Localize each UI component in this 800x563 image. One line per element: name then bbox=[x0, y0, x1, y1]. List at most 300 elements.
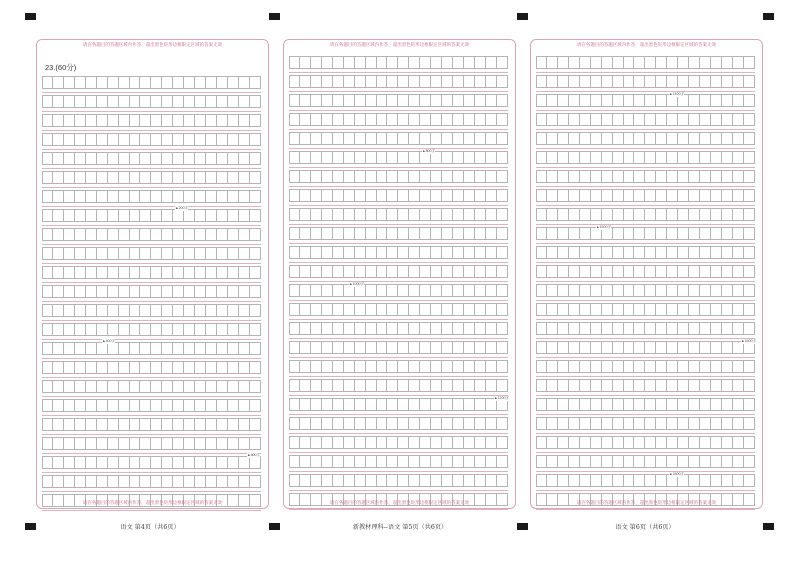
grid-cell[interactable] bbox=[344, 341, 355, 354]
grid-cell[interactable] bbox=[420, 132, 431, 145]
grid-cell[interactable] bbox=[75, 209, 86, 222]
grid-cell[interactable] bbox=[300, 132, 311, 145]
grid-cell[interactable] bbox=[217, 475, 228, 488]
grid-row[interactable] bbox=[536, 170, 755, 183]
grid-cell[interactable] bbox=[53, 95, 64, 108]
grid-cell[interactable] bbox=[722, 417, 733, 430]
grid-cell[interactable] bbox=[580, 170, 591, 183]
grid-cell[interactable] bbox=[700, 398, 711, 411]
grid-cell[interactable] bbox=[75, 475, 86, 488]
grid-cell[interactable] bbox=[333, 132, 344, 145]
grid-cell[interactable] bbox=[634, 151, 645, 164]
grid-cell[interactable] bbox=[162, 133, 173, 146]
grid-cell[interactable] bbox=[333, 455, 344, 468]
grid-cell[interactable] bbox=[733, 151, 744, 164]
grid-cell[interactable] bbox=[53, 437, 64, 450]
grid-cell[interactable] bbox=[377, 436, 388, 449]
grid-cell[interactable] bbox=[733, 265, 744, 278]
grid-cell[interactable] bbox=[311, 75, 322, 88]
grid-row[interactable] bbox=[536, 474, 755, 487]
grid-cell[interactable] bbox=[311, 474, 322, 487]
grid-cell[interactable] bbox=[217, 247, 228, 260]
grid-cell[interactable] bbox=[377, 227, 388, 240]
grid-row[interactable] bbox=[289, 94, 508, 107]
grid-cell[interactable] bbox=[333, 246, 344, 259]
grid-cell[interactable] bbox=[744, 170, 755, 183]
grid-cell[interactable] bbox=[645, 398, 656, 411]
grid-cell[interactable] bbox=[173, 399, 184, 412]
grid-cell[interactable] bbox=[184, 323, 195, 336]
grid-cell[interactable] bbox=[613, 379, 624, 392]
grid-cell[interactable] bbox=[744, 303, 755, 316]
grid-row[interactable] bbox=[42, 399, 261, 412]
grid-cell[interactable] bbox=[580, 455, 591, 468]
grid-cell[interactable] bbox=[453, 189, 464, 202]
grid-cell[interactable] bbox=[184, 76, 195, 89]
grid-cell[interactable] bbox=[602, 113, 613, 126]
grid-cell[interactable] bbox=[195, 114, 206, 127]
grid-cell[interactable] bbox=[366, 360, 377, 373]
grid-cell[interactable] bbox=[130, 152, 141, 165]
grid-cell[interactable] bbox=[300, 284, 311, 297]
grid-cell[interactable] bbox=[624, 170, 635, 183]
grid-cell[interactable] bbox=[656, 322, 667, 335]
grid-cell[interactable] bbox=[547, 113, 558, 126]
grid-cell[interactable] bbox=[624, 75, 635, 88]
grid-cell[interactable] bbox=[624, 151, 635, 164]
grid-cell[interactable] bbox=[53, 380, 64, 393]
grid-cell[interactable] bbox=[656, 246, 667, 259]
grid-cell[interactable] bbox=[108, 209, 119, 222]
grid-cell[interactable] bbox=[300, 417, 311, 430]
grid-cell[interactable] bbox=[569, 208, 580, 221]
grid-cell[interactable] bbox=[656, 189, 667, 202]
grid-cell[interactable] bbox=[547, 379, 558, 392]
grid-cell[interactable] bbox=[536, 94, 547, 107]
grid-cell[interactable] bbox=[667, 189, 678, 202]
grid-cell[interactable] bbox=[711, 284, 722, 297]
grid-cell[interactable] bbox=[75, 95, 86, 108]
grid-cell[interactable] bbox=[333, 227, 344, 240]
grid-cell[interactable] bbox=[678, 75, 689, 88]
grid-cell[interactable] bbox=[420, 360, 431, 373]
grid-cell[interactable] bbox=[613, 398, 624, 411]
grid-cell[interactable] bbox=[64, 361, 75, 374]
grid-cell[interactable] bbox=[700, 75, 711, 88]
grid-cell[interactable] bbox=[387, 113, 398, 126]
grid-cell[interactable] bbox=[442, 94, 453, 107]
grid-cell[interactable] bbox=[722, 284, 733, 297]
grid-cell[interactable] bbox=[558, 398, 569, 411]
grid-cell[interactable] bbox=[75, 342, 86, 355]
grid-cell[interactable] bbox=[86, 228, 97, 241]
grid-cell[interactable] bbox=[206, 361, 217, 374]
grid-cell[interactable] bbox=[475, 170, 486, 183]
grid-cell[interactable] bbox=[667, 75, 678, 88]
grid-cell[interactable] bbox=[300, 379, 311, 392]
grid-cell[interactable] bbox=[333, 113, 344, 126]
grid-row[interactable] bbox=[289, 379, 508, 392]
grid-cell[interactable] bbox=[580, 284, 591, 297]
grid-cell[interactable] bbox=[333, 360, 344, 373]
grid-cell[interactable] bbox=[409, 170, 420, 183]
grid-cell[interactable] bbox=[722, 170, 733, 183]
grid-cell[interactable] bbox=[162, 304, 173, 317]
grid-cell[interactable] bbox=[475, 398, 486, 411]
grid-cell[interactable] bbox=[86, 380, 97, 393]
grid-row[interactable] bbox=[536, 246, 755, 259]
grid-cell[interactable] bbox=[250, 304, 261, 317]
grid-cell[interactable] bbox=[289, 94, 300, 107]
grid-cell[interactable] bbox=[239, 266, 250, 279]
grid-cell[interactable] bbox=[64, 418, 75, 431]
grid-cell[interactable] bbox=[678, 265, 689, 278]
grid-cell[interactable] bbox=[634, 379, 645, 392]
grid-cell[interactable] bbox=[624, 360, 635, 373]
grid-cell[interactable] bbox=[656, 284, 667, 297]
grid-cell[interactable] bbox=[409, 94, 420, 107]
grid-cell[interactable] bbox=[75, 285, 86, 298]
grid-cell[interactable] bbox=[108, 228, 119, 241]
grid-cell[interactable] bbox=[86, 437, 97, 450]
grid-cell[interactable] bbox=[645, 189, 656, 202]
grid-cell[interactable] bbox=[195, 171, 206, 184]
grid-cell[interactable] bbox=[130, 228, 141, 241]
grid-row[interactable] bbox=[536, 398, 755, 411]
grid-cell[interactable] bbox=[355, 132, 366, 145]
grid-cell[interactable] bbox=[486, 189, 497, 202]
grid-cell[interactable] bbox=[591, 189, 602, 202]
grid-cell[interactable] bbox=[289, 379, 300, 392]
grid-cell[interactable] bbox=[420, 284, 431, 297]
grid-cell[interactable] bbox=[228, 456, 239, 469]
grid-cell[interactable] bbox=[250, 418, 261, 431]
grid-cell[interactable] bbox=[217, 228, 228, 241]
grid-cell[interactable] bbox=[602, 360, 613, 373]
grid-cell[interactable] bbox=[311, 398, 322, 411]
grid-cell[interactable] bbox=[217, 95, 228, 108]
grid-cell[interactable] bbox=[722, 474, 733, 487]
grid-cell[interactable] bbox=[420, 417, 431, 430]
grid-cell[interactable] bbox=[151, 171, 162, 184]
grid-cell[interactable] bbox=[409, 227, 420, 240]
grid-cell[interactable] bbox=[184, 114, 195, 127]
grid-cell[interactable] bbox=[322, 360, 333, 373]
grid-cell[interactable] bbox=[547, 246, 558, 259]
grid-cell[interactable] bbox=[53, 247, 64, 260]
grid-cell[interactable] bbox=[733, 455, 744, 468]
grid-cell[interactable] bbox=[547, 303, 558, 316]
grid-cell[interactable] bbox=[453, 208, 464, 221]
grid-cell[interactable] bbox=[409, 56, 420, 69]
grid-cell[interactable] bbox=[722, 436, 733, 449]
grid-cell[interactable] bbox=[195, 228, 206, 241]
grid-cell[interactable] bbox=[366, 322, 377, 335]
grid-cell[interactable] bbox=[206, 95, 217, 108]
grid-cell[interactable] bbox=[377, 341, 388, 354]
grid-cell[interactable] bbox=[678, 208, 689, 221]
grid-cell[interactable] bbox=[162, 437, 173, 450]
grid-cell[interactable] bbox=[64, 228, 75, 241]
grid-cell[interactable] bbox=[64, 456, 75, 469]
grid-cell[interactable] bbox=[217, 304, 228, 317]
grid-cell[interactable] bbox=[355, 341, 366, 354]
grid-cell[interactable] bbox=[431, 56, 442, 69]
grid-cell[interactable] bbox=[645, 341, 656, 354]
grid-cell[interactable] bbox=[75, 380, 86, 393]
grid-cell[interactable] bbox=[173, 247, 184, 260]
grid-cell[interactable] bbox=[569, 322, 580, 335]
grid-cell[interactable] bbox=[333, 170, 344, 183]
grid-cell[interactable] bbox=[634, 303, 645, 316]
grid-row[interactable] bbox=[536, 360, 755, 373]
grid-cell[interactable] bbox=[239, 247, 250, 260]
grid-cell[interactable] bbox=[442, 284, 453, 297]
grid-cell[interactable] bbox=[431, 379, 442, 392]
grid-cell[interactable] bbox=[634, 436, 645, 449]
grid-cell[interactable] bbox=[547, 474, 558, 487]
grid-cell[interactable] bbox=[645, 246, 656, 259]
grid-cell[interactable] bbox=[195, 133, 206, 146]
grid-cell[interactable] bbox=[140, 247, 151, 260]
grid-cell[interactable] bbox=[53, 304, 64, 317]
grid-cell[interactable] bbox=[547, 227, 558, 240]
grid-cell[interactable] bbox=[711, 246, 722, 259]
grid-cell[interactable] bbox=[289, 265, 300, 278]
grid-cell[interactable] bbox=[613, 417, 624, 430]
grid-cell[interactable] bbox=[108, 418, 119, 431]
grid-cell[interactable] bbox=[486, 360, 497, 373]
grid-cell[interactable] bbox=[366, 132, 377, 145]
grid-cell[interactable] bbox=[613, 132, 624, 145]
grid-cell[interactable] bbox=[656, 379, 667, 392]
grid-row[interactable] bbox=[289, 56, 508, 69]
grid-cell[interactable] bbox=[42, 456, 53, 469]
grid-cell[interactable] bbox=[140, 95, 151, 108]
grid-cell[interactable] bbox=[184, 171, 195, 184]
grid-cell[interactable] bbox=[344, 189, 355, 202]
grid-cell[interactable] bbox=[722, 113, 733, 126]
grid-cell[interactable] bbox=[558, 341, 569, 354]
grid-cell[interactable] bbox=[228, 152, 239, 165]
grid-cell[interactable] bbox=[97, 456, 108, 469]
grid-cell[interactable] bbox=[453, 132, 464, 145]
grid-cell[interactable] bbox=[744, 322, 755, 335]
grid-cell[interactable] bbox=[184, 361, 195, 374]
grid-cell[interactable] bbox=[558, 246, 569, 259]
grid-cell[interactable] bbox=[119, 437, 130, 450]
grid-cell[interactable] bbox=[558, 455, 569, 468]
grid-cell[interactable] bbox=[86, 456, 97, 469]
grid-cell[interactable] bbox=[333, 417, 344, 430]
grid-cell[interactable] bbox=[431, 474, 442, 487]
grid-cell[interactable] bbox=[442, 417, 453, 430]
grid-row[interactable] bbox=[536, 417, 755, 430]
grid-cell[interactable] bbox=[173, 456, 184, 469]
grid-cell[interactable] bbox=[744, 379, 755, 392]
grid-cell[interactable] bbox=[344, 360, 355, 373]
grid-cell[interactable] bbox=[300, 113, 311, 126]
grid-cell[interactable] bbox=[206, 418, 217, 431]
grid-cell[interactable] bbox=[130, 171, 141, 184]
grid-cell[interactable] bbox=[86, 247, 97, 260]
grid-cell[interactable] bbox=[53, 285, 64, 298]
grid-cell[interactable] bbox=[547, 132, 558, 145]
grid-cell[interactable] bbox=[130, 361, 141, 374]
grid-cell[interactable] bbox=[634, 113, 645, 126]
grid-cell[interactable] bbox=[108, 399, 119, 412]
grid-cell[interactable] bbox=[130, 76, 141, 89]
grid-cell[interactable] bbox=[228, 361, 239, 374]
grid-cell[interactable] bbox=[464, 208, 475, 221]
grid-cell[interactable] bbox=[569, 132, 580, 145]
grid-cell[interactable] bbox=[42, 247, 53, 260]
grid-cell[interactable] bbox=[722, 75, 733, 88]
grid-cell[interactable] bbox=[239, 380, 250, 393]
grid-cell[interactable] bbox=[536, 284, 547, 297]
grid-cell[interactable] bbox=[442, 303, 453, 316]
grid-cell[interactable] bbox=[591, 246, 602, 259]
grid-cell[interactable] bbox=[580, 341, 591, 354]
grid-cell[interactable] bbox=[547, 56, 558, 69]
grid-cell[interactable] bbox=[322, 303, 333, 316]
grid-row[interactable] bbox=[536, 436, 755, 449]
grid-cell[interactable] bbox=[536, 227, 547, 240]
grid-cell[interactable] bbox=[355, 189, 366, 202]
grid-cell[interactable] bbox=[289, 208, 300, 221]
grid-cell[interactable] bbox=[667, 417, 678, 430]
grid-cell[interactable] bbox=[700, 94, 711, 107]
grid-cell[interactable] bbox=[140, 437, 151, 450]
grid-cell[interactable] bbox=[420, 189, 431, 202]
grid-cell[interactable] bbox=[86, 304, 97, 317]
grid-cell[interactable] bbox=[442, 474, 453, 487]
grid-cell[interactable] bbox=[162, 418, 173, 431]
grid-row[interactable] bbox=[42, 114, 261, 127]
grid-cell[interactable] bbox=[497, 379, 508, 392]
grid-cell[interactable] bbox=[387, 360, 398, 373]
grid-cell[interactable] bbox=[206, 247, 217, 260]
grid-cell[interactable] bbox=[398, 246, 409, 259]
grid-cell[interactable] bbox=[464, 379, 475, 392]
grid-cell[interactable] bbox=[442, 113, 453, 126]
grid-cell[interactable] bbox=[689, 227, 700, 240]
grid-cell[interactable] bbox=[409, 265, 420, 278]
grid-cell[interactable] bbox=[108, 437, 119, 450]
grid-cell[interactable] bbox=[195, 190, 206, 203]
grid-cell[interactable] bbox=[398, 341, 409, 354]
grid-cell[interactable] bbox=[678, 132, 689, 145]
grid-cell[interactable] bbox=[645, 436, 656, 449]
grid-cell[interactable] bbox=[119, 171, 130, 184]
grid-cell[interactable] bbox=[333, 208, 344, 221]
grid-cell[interactable] bbox=[206, 323, 217, 336]
grid-cell[interactable] bbox=[119, 456, 130, 469]
grid-cell[interactable] bbox=[398, 303, 409, 316]
grid-cell[interactable] bbox=[75, 190, 86, 203]
grid-cell[interactable] bbox=[86, 285, 97, 298]
grid-cell[interactable] bbox=[591, 474, 602, 487]
grid-cell[interactable] bbox=[250, 114, 261, 127]
grid-cell[interactable] bbox=[217, 285, 228, 298]
grid-cell[interactable] bbox=[722, 379, 733, 392]
grid-cell[interactable] bbox=[195, 437, 206, 450]
grid-cell[interactable] bbox=[722, 151, 733, 164]
grid-cell[interactable] bbox=[206, 266, 217, 279]
grid-cell[interactable] bbox=[744, 246, 755, 259]
grid-cell[interactable] bbox=[431, 322, 442, 335]
grid-cell[interactable] bbox=[558, 322, 569, 335]
grid-cell[interactable] bbox=[140, 475, 151, 488]
grid-cell[interactable] bbox=[591, 436, 602, 449]
grid-cell[interactable] bbox=[475, 455, 486, 468]
grid-cell[interactable] bbox=[119, 133, 130, 146]
grid-cell[interactable] bbox=[678, 379, 689, 392]
grid-row[interactable] bbox=[42, 95, 261, 108]
grid-cell[interactable] bbox=[75, 133, 86, 146]
grid-cell[interactable] bbox=[744, 113, 755, 126]
grid-cell[interactable] bbox=[420, 398, 431, 411]
grid-cell[interactable] bbox=[558, 227, 569, 240]
grid-cell[interactable] bbox=[569, 360, 580, 373]
grid-cell[interactable] bbox=[536, 379, 547, 392]
grid-cell[interactable] bbox=[613, 436, 624, 449]
grid-cell[interactable] bbox=[733, 417, 744, 430]
grid-cell[interactable] bbox=[387, 398, 398, 411]
grid-cell[interactable] bbox=[656, 94, 667, 107]
grid-cell[interactable] bbox=[108, 475, 119, 488]
grid-cell[interactable] bbox=[300, 474, 311, 487]
grid-cell[interactable] bbox=[366, 56, 377, 69]
grid-cell[interactable] bbox=[250, 228, 261, 241]
grid-cell[interactable] bbox=[645, 208, 656, 221]
grid-cell[interactable] bbox=[569, 436, 580, 449]
grid-cell[interactable] bbox=[195, 399, 206, 412]
grid-cell[interactable] bbox=[431, 360, 442, 373]
grid-cell[interactable] bbox=[722, 94, 733, 107]
grid-cell[interactable] bbox=[689, 455, 700, 468]
grid-cell[interactable] bbox=[486, 113, 497, 126]
grid-row[interactable] bbox=[42, 418, 261, 431]
grid-cell[interactable] bbox=[667, 113, 678, 126]
grid-cell[interactable] bbox=[239, 475, 250, 488]
grid-row[interactable] bbox=[289, 360, 508, 373]
grid-cell[interactable] bbox=[453, 398, 464, 411]
grid-cell[interactable] bbox=[420, 94, 431, 107]
grid-cell[interactable] bbox=[536, 265, 547, 278]
grid-cell[interactable] bbox=[558, 151, 569, 164]
grid-cell[interactable] bbox=[173, 114, 184, 127]
grid-cell[interactable] bbox=[558, 265, 569, 278]
grid-cell[interactable] bbox=[86, 114, 97, 127]
grid-cell[interactable] bbox=[53, 76, 64, 89]
grid-cell[interactable] bbox=[700, 417, 711, 430]
grid-cell[interactable] bbox=[344, 303, 355, 316]
grid-cell[interactable] bbox=[130, 266, 141, 279]
grid-cell[interactable] bbox=[387, 246, 398, 259]
grid-cell[interactable] bbox=[333, 303, 344, 316]
grid-cell[interactable] bbox=[497, 360, 508, 373]
grid-cell[interactable] bbox=[486, 417, 497, 430]
grid-cell[interactable] bbox=[119, 190, 130, 203]
grid-cell[interactable] bbox=[431, 94, 442, 107]
grid-cell[interactable] bbox=[151, 228, 162, 241]
grid-cell[interactable] bbox=[711, 398, 722, 411]
grid-cell[interactable] bbox=[151, 304, 162, 317]
grid-cell[interactable] bbox=[536, 417, 547, 430]
grid-cell[interactable] bbox=[140, 342, 151, 355]
grid-cell[interactable] bbox=[602, 417, 613, 430]
